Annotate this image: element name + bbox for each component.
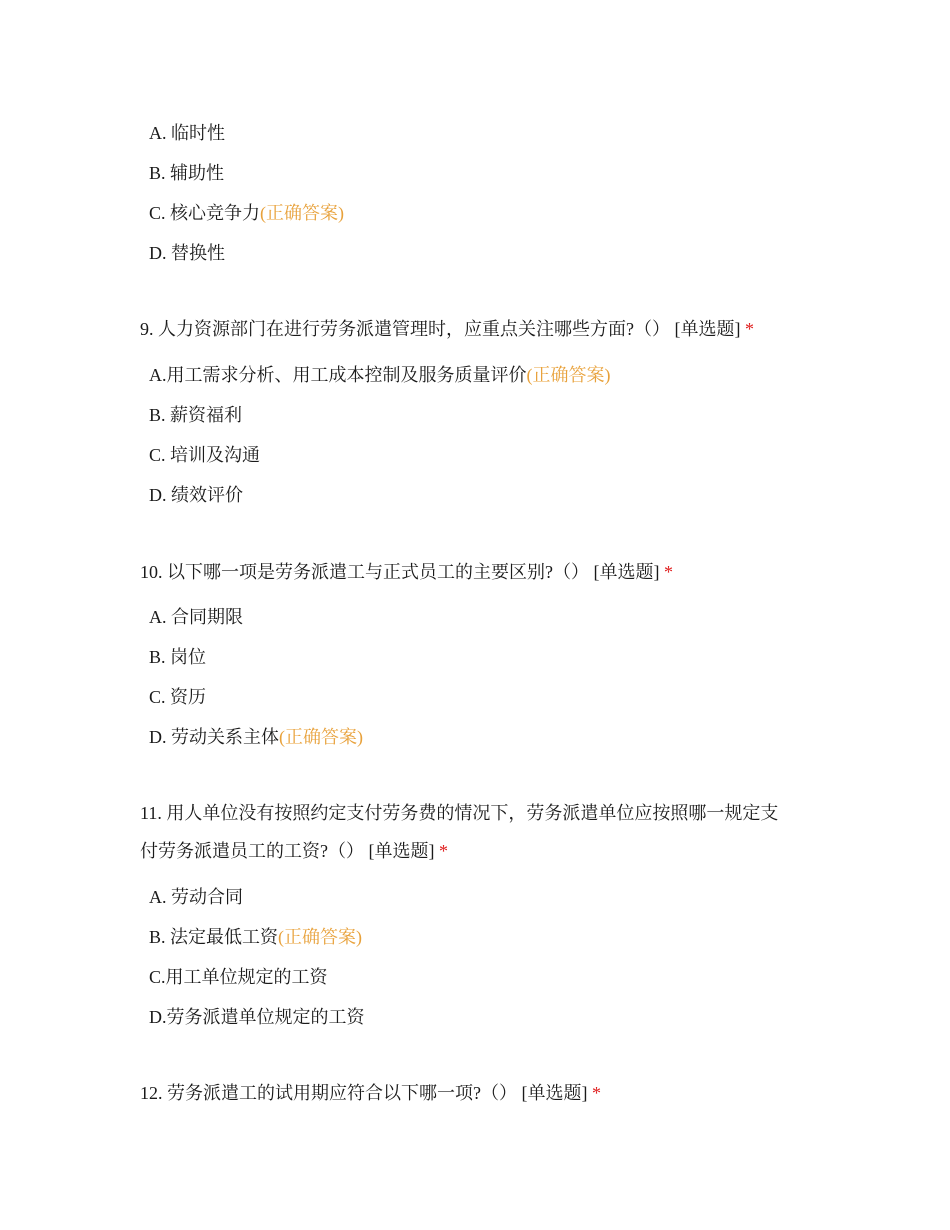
q10-option-a-label: A. 合同期限 bbox=[149, 607, 243, 627]
q10-option-d-label: D. 劳动关系主体 bbox=[149, 727, 279, 747]
correct-answer-tag: (正确答案) bbox=[278, 927, 363, 947]
q11-option-a[interactable] bbox=[149, 885, 243, 909]
q10-option-b-label: B. 岗位 bbox=[149, 647, 207, 667]
q10-option-d[interactable] bbox=[149, 725, 363, 749]
q9-option-b-label: B. 薪资福利 bbox=[149, 405, 243, 425]
question-11-title-line2 bbox=[140, 839, 810, 863]
question-9-title bbox=[140, 317, 810, 341]
correct-answer-tag: (正确答案) bbox=[279, 727, 363, 747]
required-mark: * bbox=[745, 319, 754, 339]
q9-option-d-label: D. 绩效评价 bbox=[149, 485, 243, 505]
question-10-text: 10. 以下哪一项是劳务派遣工与正式员工的主要区别?（） bbox=[140, 562, 589, 582]
q10-option-c-label: C. 资历 bbox=[149, 687, 207, 707]
question-9-text: 9. 人力资源部门在进行劳务派遣管理时，应重点关注哪些方面?（） bbox=[140, 319, 670, 339]
required-mark: * bbox=[439, 841, 448, 861]
question-12-title bbox=[140, 1081, 810, 1105]
q8-option-a[interactable] bbox=[149, 121, 225, 145]
q11-option-d-label: D.劳务派遣单位规定的工资 bbox=[149, 1007, 365, 1027]
question-10-title bbox=[140, 560, 810, 584]
correct-answer-tag: (正确答案) bbox=[260, 203, 345, 223]
q8-option-a-label: A. 临时性 bbox=[149, 123, 225, 143]
q11-option-d[interactable] bbox=[149, 1005, 365, 1029]
question-11-text-line1: 11. 用人单位没有按照约定支付劳务费的情况下，劳务派遣单位应按照哪一规定支 bbox=[140, 803, 779, 823]
q8-option-c[interactable] bbox=[149, 201, 344, 225]
q9-option-a[interactable] bbox=[149, 363, 611, 387]
q11-option-c[interactable] bbox=[149, 965, 328, 989]
question-11-text-line2: 付劳务派遣员工的工资?（） bbox=[140, 841, 364, 861]
q8-option-b-label: B. 辅助性 bbox=[149, 163, 225, 183]
q9-option-c[interactable] bbox=[149, 443, 260, 467]
question-11-title-line1 bbox=[140, 801, 810, 825]
q11-option-a-label: A. 劳动合同 bbox=[149, 887, 243, 907]
q9-option-d[interactable] bbox=[149, 483, 243, 507]
q11-option-b[interactable] bbox=[149, 925, 362, 949]
q10-option-b[interactable] bbox=[149, 645, 206, 669]
q10-option-c[interactable] bbox=[149, 685, 206, 709]
required-mark: * bbox=[664, 562, 673, 582]
q9-option-a-label: A.用工需求分析、用工成本控制及服务质量评价 bbox=[149, 365, 527, 385]
q9-option-b[interactable] bbox=[149, 403, 242, 427]
q8-option-c-label: C. 核心竞争力 bbox=[149, 203, 261, 223]
question-type-tag: [单选题] bbox=[368, 841, 435, 861]
question-type-tag: [单选题] bbox=[521, 1083, 588, 1103]
q11-option-c-label: C.用工单位规定的工资 bbox=[149, 967, 328, 987]
question-12-text: 12. 劳务派遣工的试用期应符合以下哪一项?（） bbox=[140, 1083, 517, 1103]
q8-option-d-label: D. 替换性 bbox=[149, 243, 225, 263]
required-mark: * bbox=[592, 1083, 601, 1103]
question-type-tag: [单选题] bbox=[593, 562, 660, 582]
q10-option-a[interactable] bbox=[149, 605, 243, 629]
q11-option-b-label: B. 法定最低工资 bbox=[149, 927, 279, 947]
correct-answer-tag: (正确答案) bbox=[526, 365, 611, 385]
q9-option-c-label: C. 培训及沟通 bbox=[149, 445, 261, 465]
q8-option-b[interactable] bbox=[149, 161, 224, 185]
question-type-tag: [单选题] bbox=[674, 319, 741, 339]
q8-option-d[interactable] bbox=[149, 241, 225, 265]
